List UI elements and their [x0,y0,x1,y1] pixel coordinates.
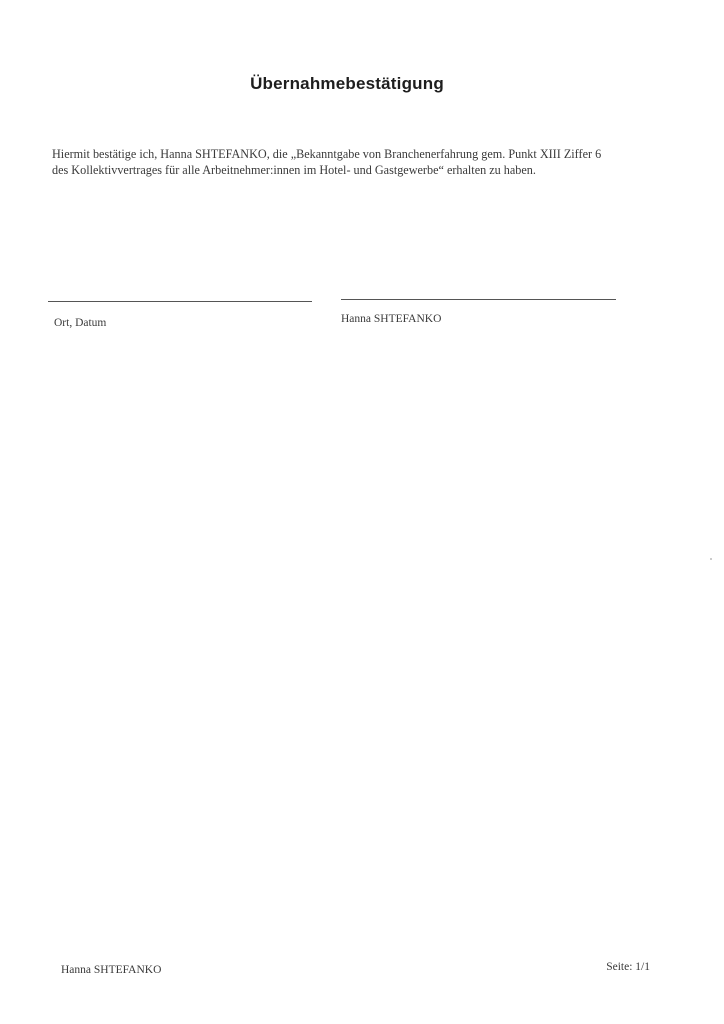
footer-name: Hanna SHTEFANKO [61,964,162,976]
document-title: Übernahmebestätigung [250,74,444,93]
paragraph-line-2: des Kollektivvertrages für alle Arbeitnehmer:innen im Hotel- und Gastgewerbe“ erhalten zu haben. [52,163,536,177]
page-number: Seite: 1/1 [606,961,650,973]
place-date-label: Ort, Datum [54,317,107,329]
place-date-signature-line [48,301,312,302]
name-signature-line [341,299,616,300]
scan-artifact [710,558,712,560]
confirmation-paragraph [52,146,662,178]
signer-name-label: Hanna SHTEFANKO [341,313,442,325]
paragraph-line-1: Hiermit bestätige ich, Hanna SHTEFANKO, die „Bekanntgabe von Branchenerfahrung gem. Punkt XIII Ziffer 6 [52,147,602,161]
